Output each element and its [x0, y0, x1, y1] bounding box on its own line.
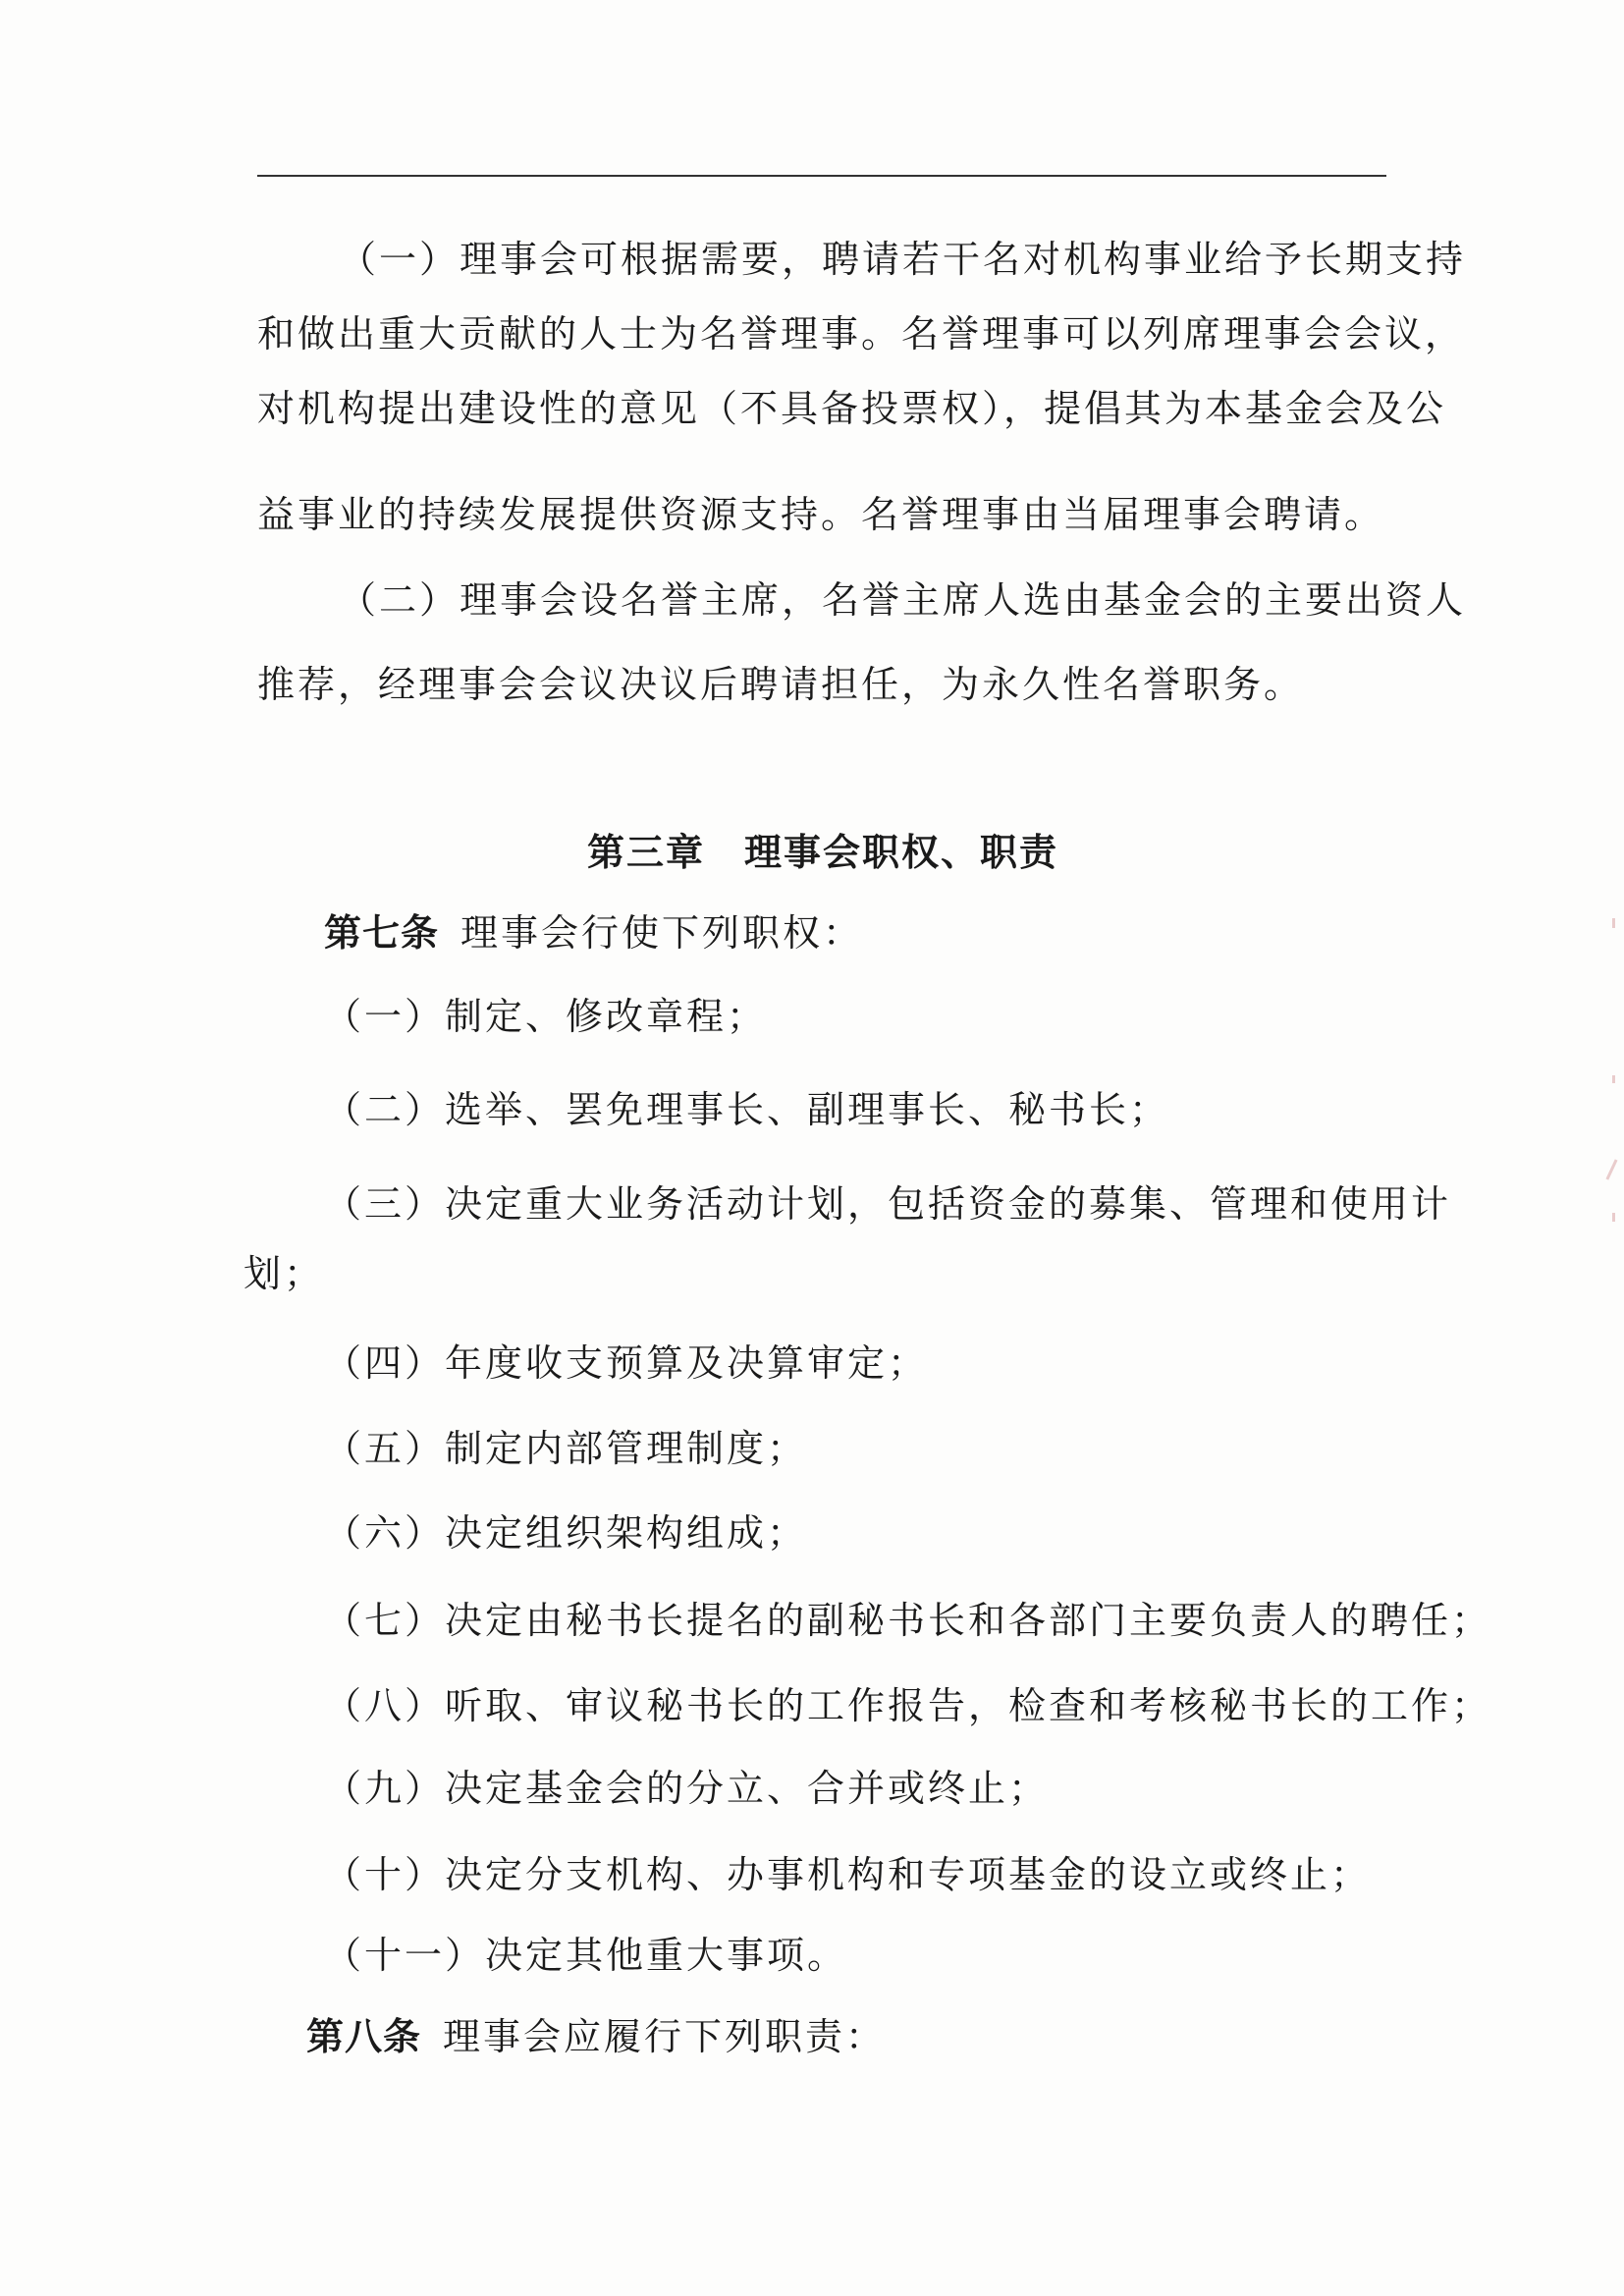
article-7-item: （五）制定内部管理制度； — [324, 1427, 808, 1470]
scan-mark — [1612, 1213, 1615, 1222]
article-7-item: （一）制定、修改章程； — [324, 995, 768, 1038]
header-rule — [257, 175, 1386, 177]
article-7-item: （四）年度收支预算及决算审定； — [324, 1341, 929, 1385]
article-7-item: （十一）决定其他重大事项。 — [324, 1934, 848, 1977]
article-7-item: （三）决定重大业务活动计划，包括资金的募集、管理和使用计 — [324, 1182, 1452, 1226]
paragraph-line: （一）理事会可根据需要，聘请若干名对机构事业给予长期支持 — [339, 238, 1467, 281]
article-8-text: 理事会应履行下列职责： — [443, 2015, 887, 2058]
paragraph-line: 推荐，经理事会会议决议后聘请担任，为永久性名誉职务。 — [257, 663, 1305, 706]
paragraph-line: （二）理事会设名誉主席，名誉主席人选由基金会的主要出资人 — [339, 578, 1467, 622]
article-7-item: 划； — [244, 1252, 325, 1295]
article-7-item: （七）决定由秘书长提名的副秘书长和各部门主要负责人的聘任； — [324, 1599, 1492, 1642]
article-7-label: 第七条 — [324, 910, 440, 955]
scan-mark — [1605, 1159, 1617, 1179]
article-7-item: （六）决定组织架构组成； — [324, 1511, 808, 1555]
article-7-item: （二）选举、罢免理事长、副理事长、秘书长； — [324, 1088, 1170, 1131]
scan-mark — [1612, 918, 1615, 928]
article-8-heading — [306, 2012, 886, 2061]
article-8-label: 第八条 — [306, 2014, 422, 2058]
chapter-title: 第三章 理事会职权、职责 — [587, 830, 1059, 874]
scan-mark — [1612, 1075, 1615, 1083]
article-7-item: （十）决定分支机构、办事机构和专项基金的设立或终止； — [324, 1853, 1372, 1896]
paragraph-line: 益事业的持续发展提供资源支持。名誉理事由当届理事会聘请。 — [257, 493, 1385, 536]
article-7-item: （八）听取、审议秘书长的工作报告，检查和考核秘书长的工作； — [324, 1684, 1492, 1727]
article-7-item: （九）决定基金会的分立、合并或终止； — [324, 1767, 1050, 1810]
paragraph-line: 对机构提出建设性的意见（不具备投票权），提倡其为本基金会及公 — [257, 387, 1447, 430]
article-7-text: 理事会行使下列职权： — [460, 911, 864, 955]
paragraph-line: 和做出重大贡献的人士为名誉理事。名誉理事可以列席理事会会议， — [257, 312, 1466, 355]
article-7-heading — [324, 908, 863, 957]
